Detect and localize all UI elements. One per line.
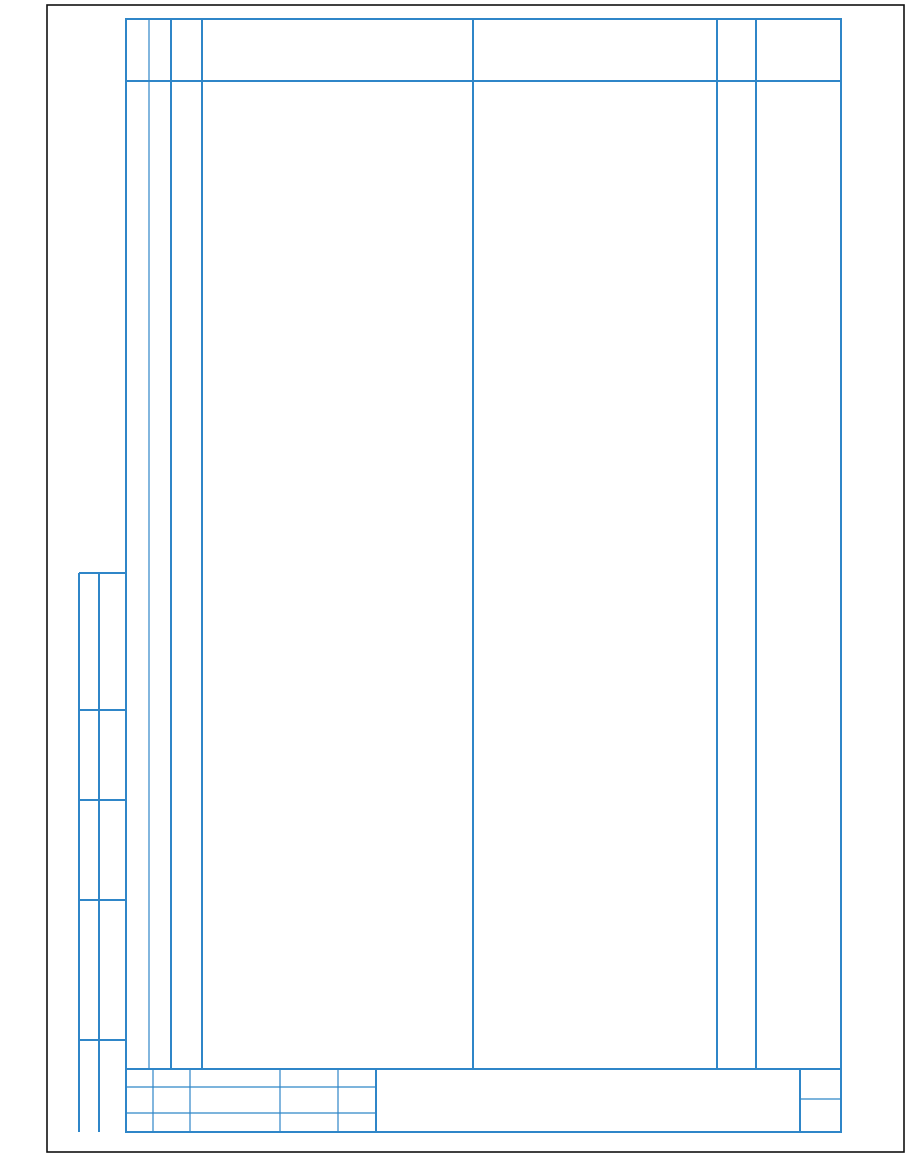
binding-strip	[79, 573, 126, 1132]
title-block	[126, 1069, 841, 1132]
page-border	[47, 5, 904, 1152]
column-lines	[149, 19, 756, 1069]
inner-frame	[126, 19, 841, 1132]
